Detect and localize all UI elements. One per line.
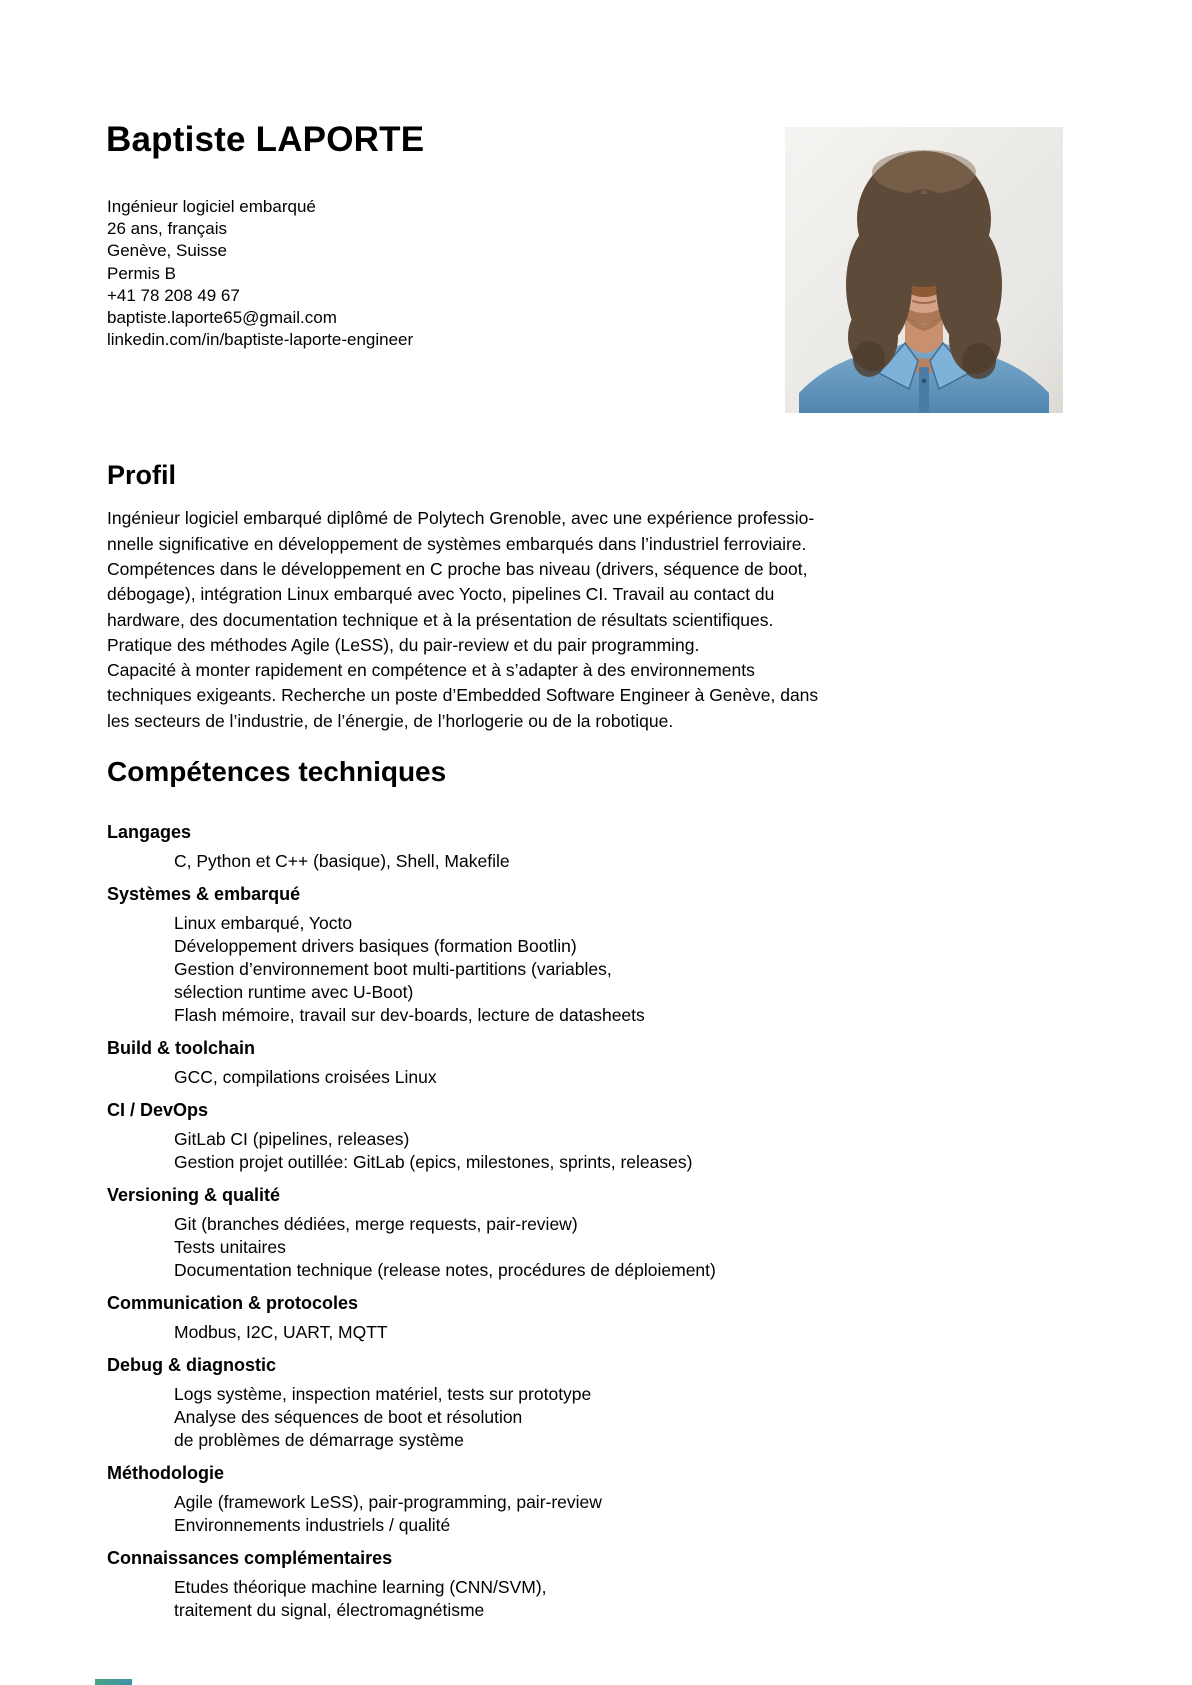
profil-section	[107, 459, 1117, 734]
skill-group	[107, 820, 1117, 873]
skill-item: traitement du signal, électromagnétisme	[174, 1599, 485, 1620]
skills-heading: Compétences techniques	[107, 756, 447, 787]
profil-paragraph	[107, 506, 897, 734]
skill-group-items	[107, 1383, 1117, 1452]
profil-line: les secteurs de l’industrie, de l’énergie, de l’horlogerie ou de la robotique.	[107, 710, 674, 731]
photo-button	[922, 379, 926, 383]
skill-group	[107, 1183, 1117, 1282]
skill-item: Logs système, inspection matériel, tests sur prototype	[174, 1383, 592, 1404]
skill-group-label: CI / DevOps	[107, 1099, 209, 1120]
skill-group-items	[107, 1066, 1117, 1089]
skill-group-label: Connaissances complémentaires	[107, 1547, 393, 1568]
portrait-photo	[785, 127, 1063, 413]
portrait-photo-drawing	[785, 127, 1063, 413]
profil-line: Compétences dans le développement en C proche bas niveau (drivers, séquence de boot,	[107, 558, 808, 579]
contact-line: linkedin.com/in/baptiste-laporte-engineer	[107, 330, 414, 350]
skill-item: Linux embarqué, Yocto	[174, 912, 353, 933]
skill-item: de problèmes de démarrage système	[174, 1429, 464, 1450]
skill-group	[107, 1098, 1117, 1174]
skill-item: Modbus, I2C, UART, MQTT	[174, 1321, 388, 1342]
skill-item: Analyse des séquences de boot et résolution	[174, 1406, 523, 1427]
skill-item: GitLab CI (pipelines, releases)	[174, 1128, 410, 1149]
skill-item: sélection runtime avec U-Boot)	[174, 981, 414, 1002]
skill-group	[107, 882, 1117, 1027]
skill-item: Tests unitaires	[174, 1236, 286, 1257]
skill-group-label: Debug & diagnostic	[107, 1354, 277, 1375]
skill-group	[107, 1546, 1117, 1622]
skill-item: C, Python et C++ (basique), Shell, Makefile	[174, 850, 510, 871]
next-page-edge-mark	[95, 1679, 132, 1685]
skill-group-label: Communication & protocoles	[107, 1292, 359, 1313]
profil-line: nnelle significative en développement de systèmes embarqués dans l’industriel ferroviaire.	[107, 533, 807, 554]
skill-group-items	[107, 1128, 1117, 1174]
contact-block	[107, 196, 413, 351]
profil-line: Capacité à monter rapidement en compétence et à s’adapter à des environnements	[107, 660, 755, 681]
skill-item: Environnements industriels / qualité	[174, 1514, 451, 1535]
skill-group-label: Build & toolchain	[107, 1037, 255, 1058]
skill-item: Etudes théorique machine learning (CNN/SVM),	[174, 1576, 547, 1597]
skill-group	[107, 1036, 1117, 1089]
skill-group-items	[107, 1491, 1117, 1537]
skill-item: GCC, compilations croisées Linux	[174, 1066, 437, 1087]
contact-line: +41 78 208 49 67	[107, 285, 240, 305]
skill-item: Documentation technique (release notes, procédures de déploiement)	[174, 1259, 716, 1280]
skill-group-items	[107, 850, 1117, 873]
contact-line: Genève, Suisse	[107, 241, 228, 261]
contact-line: Ingénieur logiciel embarqué	[107, 197, 316, 216]
skill-group	[107, 1291, 1117, 1344]
contact-line: Permis B	[107, 263, 176, 283]
skill-group	[107, 1461, 1117, 1537]
skill-item: Git (branches dédiées, merge requests, pair-review)	[174, 1213, 578, 1234]
profil-heading: Profil	[107, 460, 177, 490]
contact-line: baptiste.laporte65@gmail.com	[107, 308, 337, 328]
profil-line: hardware, des documentation technique et à la présentation de résultats scientifiques.	[107, 609, 774, 630]
profil-line: techniques exigeants. Recherche un poste d’Embedded Software Engineer à Genève, dans	[107, 685, 819, 706]
skill-group	[107, 1353, 1117, 1452]
skill-item: Agile (framework LeSS), pair-programming, pair-review	[174, 1491, 602, 1512]
skill-group-items	[107, 1576, 1117, 1622]
contact-line: 26 ans, français	[107, 219, 228, 239]
profil-line: débogage), intégration Linux embarqué avec Yocto, pipelines CI. Travail au contact du	[107, 584, 775, 605]
profil-line: Pratique des méthodes Agile (LeSS), du pair-review et du pair programming.	[107, 634, 700, 655]
skill-group-items	[107, 1321, 1117, 1344]
skills-list	[107, 820, 1117, 1622]
skill-item: Flash mémoire, travail sur dev-boards, lecture de datasheets	[174, 1004, 645, 1025]
skill-group-label: Langages	[107, 821, 192, 842]
skill-group-items	[107, 1213, 1117, 1282]
skills-section	[107, 755, 1117, 1622]
skill-item: Développement drivers basiques (formation Bootlin)	[174, 935, 577, 956]
person-name: Baptiste LAPORTE	[106, 120, 425, 159]
skill-group-label: Systèmes & embarqué	[107, 883, 301, 904]
photo-placket	[919, 367, 929, 413]
skill-group-label: Versioning & qualité	[107, 1184, 281, 1205]
skill-item: Gestion projet outillée: GitLab (epics, milestones, sprints, releases)	[174, 1151, 693, 1172]
skill-item: Gestion d’environnement boot multi-partitions (variables,	[174, 958, 612, 979]
skill-group-items	[107, 912, 1117, 1027]
skill-group-label: Méthodologie	[107, 1462, 224, 1483]
profil-line: Ingénieur logiciel embarqué diplômé de Polytech Grenoble, avec une expérience professio-	[107, 508, 815, 529]
